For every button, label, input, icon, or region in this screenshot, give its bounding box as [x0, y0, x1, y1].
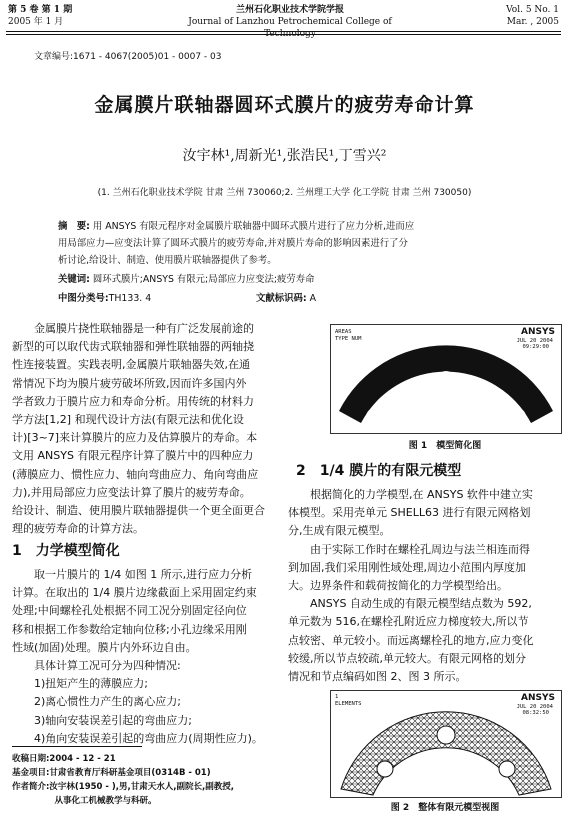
text-line: 性域(加固)处理。膜片内外环边自由。 — [12, 640, 197, 654]
text-line: 点较密、单元较小。而远离螺栓孔的地方,应力变化 — [288, 633, 534, 647]
section-1-heading: 1 力学模型简化 — [12, 543, 120, 559]
section-2-heading: 2 1/4 膜片的有限元模型 — [296, 463, 462, 479]
footnote-author: 作者简介:汝宇林(1950 - ),男,甘肃天水人,副院长,副教授, — [12, 782, 234, 792]
abstract-line: 摘 要: 用 ANSYS 有限元程序对金属膜片联轴器中圆环式膜片进行了应力分析,进而应 — [58, 221, 415, 232]
bolt-hole — [366, 408, 384, 426]
text-line: 到加固,我们采用刚性域处理,周边小范围内厚度加 — [288, 560, 526, 574]
text-line: 文用 ANSYS 有限元程序计算了膜片中的四种应力 — [12, 449, 254, 463]
footnote-author-cont: 从事化工机械教学与科研。 — [12, 796, 157, 806]
text-line: 常情况下均为膜片疲劳破坏所致,因而许多国内外 — [12, 376, 247, 390]
section-2-paragraph — [288, 486, 562, 686]
diaphragm-quarter-shape — [331, 325, 561, 433]
text-line: 新型的可以取代齿式联轴器和弹性联轴器的两轴挠 — [12, 340, 254, 354]
figure-2-caption: 图 2 整体有限元模型视图 — [390, 803, 500, 813]
section-1-paragraph — [12, 566, 280, 748]
date-en: Mar. , 2005 — [506, 17, 559, 27]
doc-code: 文献标识码: A — [256, 293, 317, 304]
text-line: 情况和节点编码如图 2、图 3 所示。 — [288, 670, 467, 684]
text-line: 体模型。采用壳单元 SHELL63 进行有限元网格划 — [288, 506, 531, 520]
fig1-label-areas: AREAS — [335, 329, 352, 335]
fig2-ansys-logo: ANSYS — [521, 693, 555, 703]
abstract-line: 用局部应力—应变法计算了圆环式膜片的疲劳寿命,并对膜片寿命的影响因素进行了分 — [58, 238, 408, 249]
text-line: 分,生成有限元模型。 — [288, 524, 391, 538]
text-line: 4)角向安装误差引起的弯曲应力(周期性应力)。 — [12, 731, 263, 745]
volume-en: Vol. 5 No. 1 — [506, 5, 559, 15]
intro-paragraph — [12, 320, 280, 538]
bolt-hole — [436, 371, 456, 391]
text-line: ANSYS 自动生成的有限元模型结点数为 592, — [288, 597, 532, 611]
text-line: 移和根据工作参数给定轴向位移;小孔边缘采用刚 — [12, 622, 247, 636]
classification: 中图分类号:TH133. 4 — [58, 293, 152, 304]
header-rule-thin — [6, 34, 561, 35]
article-number: 文章编号:1671 - 4067(2005)01 - 0007 - 03 — [34, 52, 222, 62]
footnote-rule — [12, 746, 142, 747]
text-line: 给设计、制造、使用膜片联轴器提供一个更全面更合 — [12, 504, 265, 518]
fig2-label: ELEMENTS — [335, 701, 362, 707]
text-line: 2)离心惯性力产生的离心应力; — [12, 695, 181, 709]
text-line: 学者致力于膜片应力和寿命分析。用传统的材料力 — [12, 394, 254, 408]
abstract-label: 摘 要: — [58, 221, 90, 232]
journal-issue-en — [506, 4, 559, 28]
fig1-label-type: TYPE NUM — [335, 336, 362, 342]
text-line: 较缓,所以节点较疏,单元较大。有限元网格的划分 — [288, 651, 526, 665]
header-rule — [6, 31, 561, 32]
fig1-time: 09:29:00 — [522, 344, 549, 350]
text-line: 根据简化的力学模型,在 ANSYS 软件中建立实 — [288, 488, 533, 501]
text-line: (薄膜应力、惯性应力、轴向弯曲应力、角向弯曲应 — [12, 467, 259, 481]
footnote-received: 收稿日期:2004 - 12 - 21 — [12, 754, 116, 764]
journal-name-cn: 兰州石化职业技术学院学报 — [235, 5, 344, 15]
affiliation: (1. 兰州石化职业技术学院 甘肃 兰州 730060;2. 兰州理工大学 化工学院 甘肃 兰州 730050) — [97, 188, 472, 198]
journal-issue-cn — [8, 4, 72, 28]
text-line: 单元数为 516,在螺栓孔附近应力梯度较大,所以节 — [288, 615, 529, 629]
text-line: 具体计算工况可分为四种情况: — [12, 659, 181, 673]
fig2-time: 08:32:50 — [522, 710, 549, 716]
text-line: 学方法[1,2] 和现代设计方法(有限元法和优化设 — [12, 413, 244, 427]
abstract-line: 析讨论,给设计、制造、使用膜片联轴器提供了参考。 — [58, 255, 277, 266]
text-line: 性连接装置。实践表明,金属膜片联轴器失效,在通 — [12, 358, 250, 372]
finite-element-mesh — [331, 691, 561, 797]
footnote-fund: 基金项目:甘肃省教育厅科研基金项目(0314B - 01) — [12, 768, 211, 778]
fig2-number: 1 — [335, 694, 339, 700]
fig2-date: JUL 20 2004 — [516, 704, 553, 710]
text-line: 大。边界条件和载荷按简化的力学模型给出。 — [288, 579, 508, 593]
figure-1 — [330, 324, 562, 434]
text-line: 处理;中间螺栓孔处根据不同工况分别固定径向位 — [12, 604, 247, 618]
fig1-date: JUL 20 2004 — [516, 338, 553, 344]
date-cn: 2005 年 1 月 — [8, 17, 64, 27]
text-line: 金属膜片挠性联轴器是一种有广泛发展前途的 — [12, 322, 254, 335]
abstract — [58, 218, 520, 269]
figure-2 — [330, 690, 562, 798]
text-line: 计算。在取出的 1/4 膜片边缘截面上采用固定约束 — [12, 586, 257, 600]
text-line: 3)轴向安装误差引起的弯曲应力; — [12, 713, 192, 727]
paper-title: 金属膜片联轴器圆环式膜片的疲劳寿命计算 — [94, 94, 475, 116]
volume-cn: 第 5 卷 第 1 期 — [8, 5, 73, 15]
bolt-hole — [508, 408, 526, 426]
footnotes — [12, 752, 280, 808]
keywords-label: 关键词: — [58, 274, 90, 285]
journal-name-en: Journal of Lanzhou Petrochemical College of Technology — [188, 17, 392, 39]
keywords — [58, 271, 520, 285]
paper-authors: 汝宇林¹,周新光¹,张浩民¹,丁雪兴² — [182, 148, 387, 164]
figure-1-caption: 图 1 模型简化图 — [408, 441, 482, 451]
text-line: 力),并用局部应力应变法计算了膜片的疲劳寿命。 — [12, 485, 251, 499]
text-line: 理的疲劳寿命的计算方法。 — [12, 522, 144, 536]
text-line: 1)扭矩产生的薄膜应力; — [12, 677, 148, 691]
text-line: 取一片膜片的 1/4 如图 1 所示,进行应力分析 — [12, 568, 253, 581]
keywords-text: 圆环式膜片;ANSYS 有限元;局部应力应变法;疲劳寿命 — [92, 274, 315, 285]
fig1-ansys-logo: ANSYS — [521, 327, 555, 337]
text-line: 由于实际工作时在螺栓孔周边与法兰相连而得 — [288, 542, 530, 556]
text-line: 计)[3~7]来计算膜片的应力及估算膜片的寿命。本 — [12, 431, 258, 445]
